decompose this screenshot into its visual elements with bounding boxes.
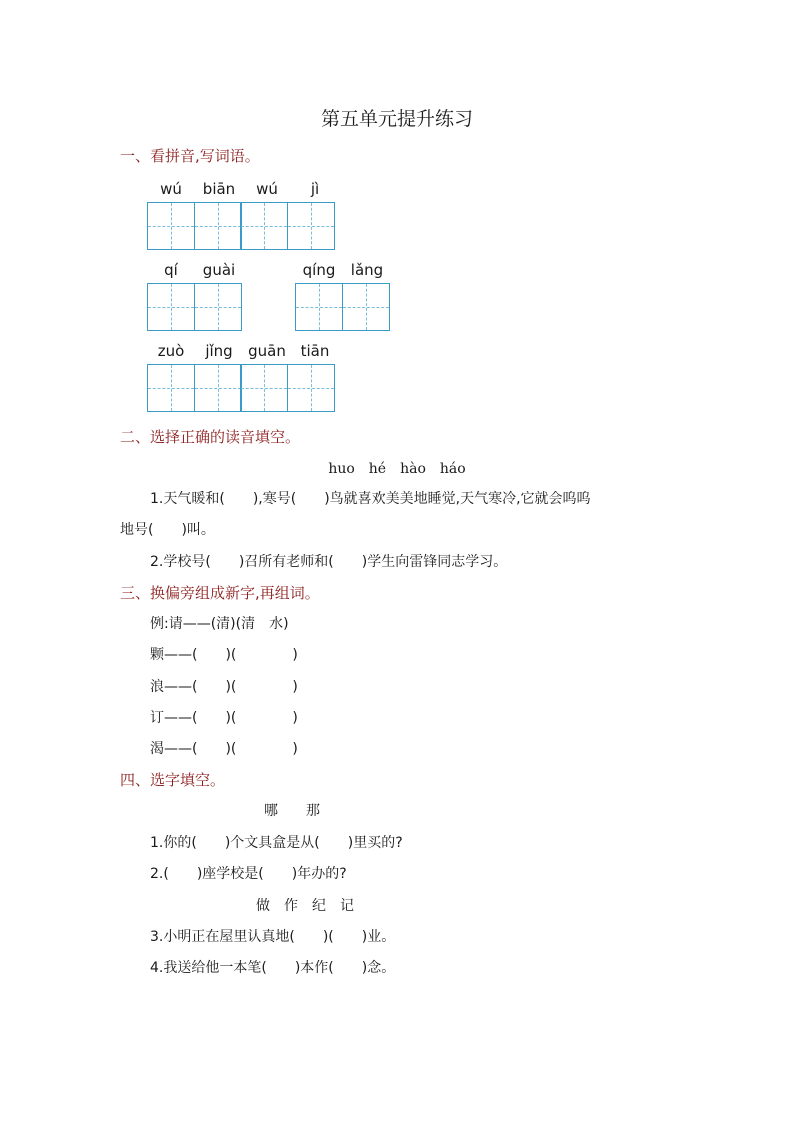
pinyin-label: zuò [157,342,185,360]
pinyin-label: biān [202,180,236,198]
writing-cell[interactable] [240,364,288,412]
exercise-item: 浪——( )( ) [150,679,298,695]
section4-heading: 四、选字填空。 [120,771,226,789]
writing-cell[interactable] [342,283,390,331]
question-4-4: 4.我送给他一本笔( )本作( )念。 [150,960,396,976]
writing-cell[interactable] [147,202,195,250]
question-4-2: 2.( )座学校是( )年办的? [150,866,347,882]
exercise-item: 颗——( )( ) [150,647,298,663]
writing-cell[interactable] [194,202,242,250]
question-2-2: 2.学校号( )召所有老师和( )学生向雷锋同志学习。 [150,554,508,570]
exercise-item: 订——( )( ) [150,710,298,726]
pinyin-label: qíng [302,261,336,279]
pinyin-label: wú [256,180,278,198]
pinyin-label: lǎng [350,261,384,279]
writing-grid-3 [295,283,388,331]
pinyin-label: wú [160,180,182,198]
writing-cell[interactable] [295,283,343,331]
section3-heading: 三、换偏旁组成新字,再组词。 [120,584,320,602]
pinyin-label: tiān [300,342,330,360]
pinyin-row-3 [295,261,395,283]
question-2-1-line2: 地号( )叫。 [120,522,215,538]
pinyin-label: guài [202,261,236,279]
writing-grid-2 [147,283,240,331]
writing-cell[interactable] [287,202,335,250]
pinyin-label: jì [310,180,320,198]
writing-cell[interactable] [287,364,335,412]
pinyin-row-4 [147,342,347,364]
pinyin-row-2 [147,261,247,283]
example-line: 例:请——(清)(清 水) [150,616,289,632]
page-title: 第五单元提升练习 [320,108,473,130]
exercise-item: 渴——( )( ) [150,741,298,757]
writing-cell[interactable] [147,364,195,412]
char-options-2: 做 作 纪 记 [256,898,354,914]
char-options-1: 哪 那 [264,803,320,819]
writing-cell[interactable] [194,364,242,412]
question-4-3: 3.小明正在屋里认真地( )( )业。 [150,929,396,945]
writing-cell[interactable] [194,283,242,331]
pinyin-row-1 [147,180,347,202]
section1-heading: 一、看拼音,写词语。 [120,147,260,165]
question-4-1: 1.你的( )个文具盒是从( )里买的? [150,835,403,851]
writing-grid-4 [147,364,333,412]
pinyin-options: huo hé hào háo [328,461,466,477]
pinyin-label: jǐng [205,342,233,360]
writing-cell[interactable] [147,283,195,331]
writing-cell[interactable] [240,202,288,250]
writing-grid-1 [147,202,333,250]
question-2-1-line1: 1.天气暖和( ),寒号( )鸟就喜欢美美地睡觉,天气寒冷,它就会呜呜 [150,491,591,507]
section2-heading: 二、选择正确的读音填空。 [120,428,301,446]
pinyin-label: guān [248,342,286,360]
pinyin-label: qí [164,261,178,279]
